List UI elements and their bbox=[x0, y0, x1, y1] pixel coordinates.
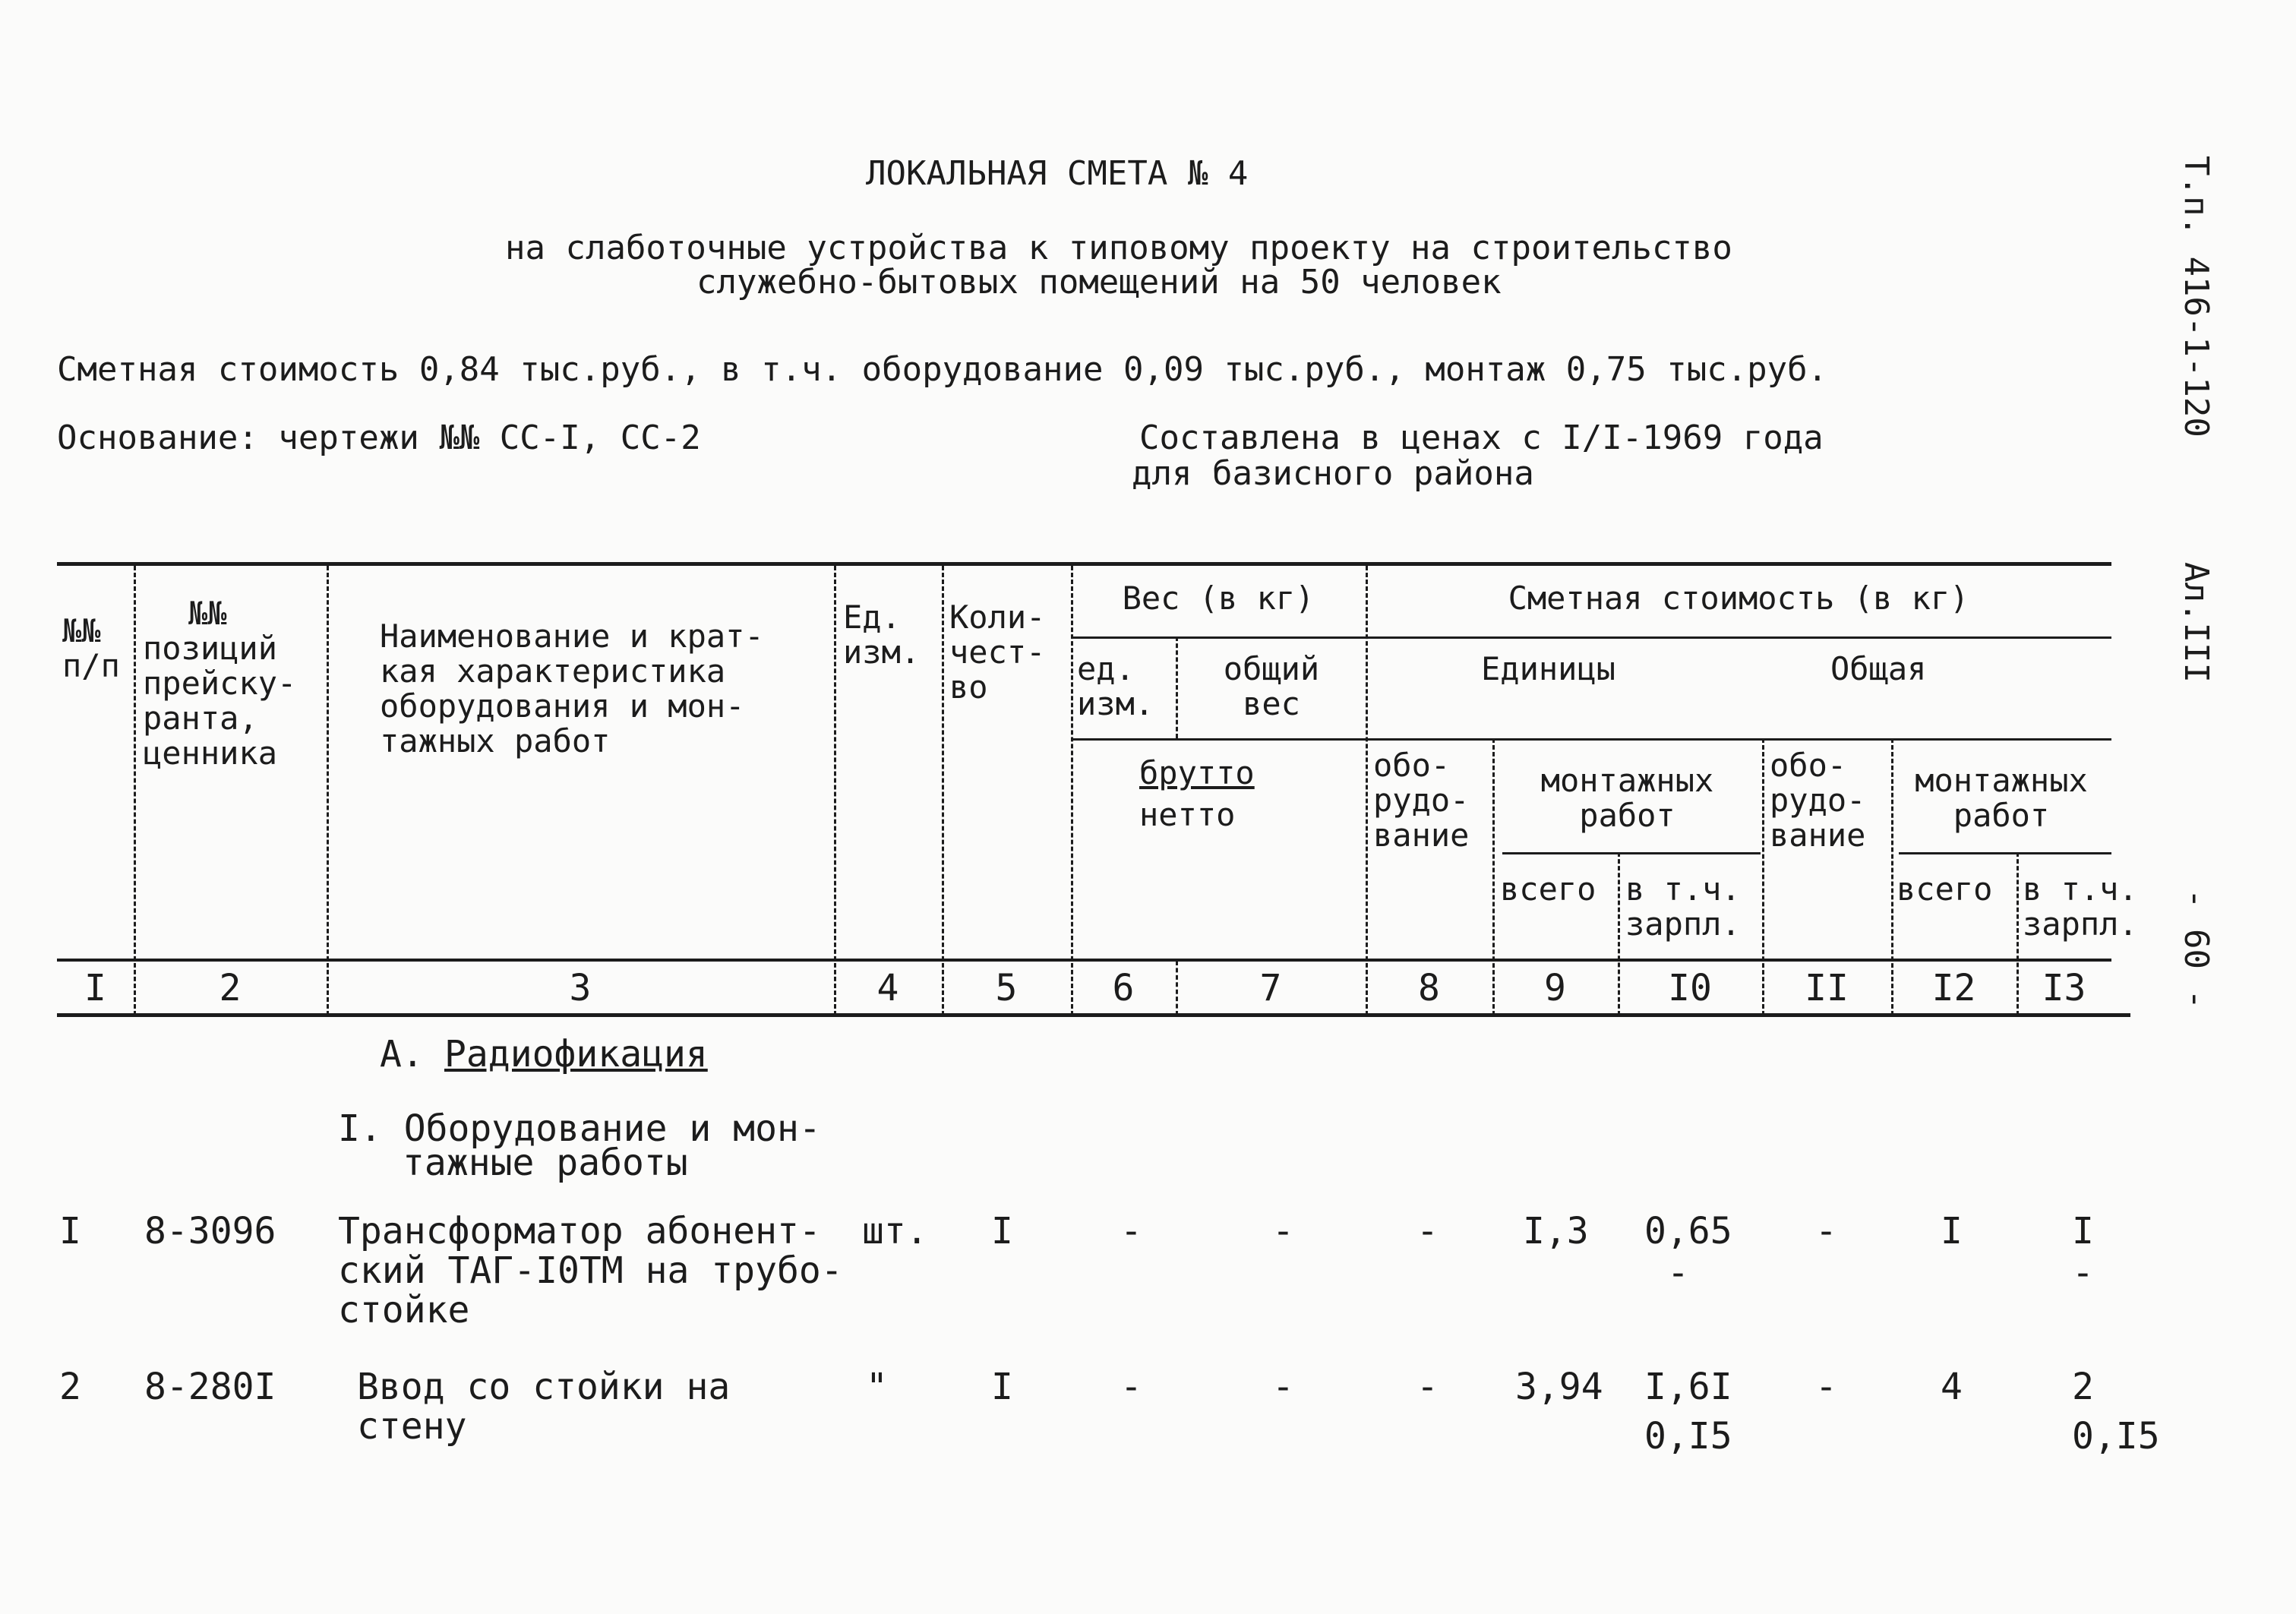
row-unit: " bbox=[866, 1366, 888, 1408]
prices-line-2: для базисного района bbox=[1132, 454, 1534, 493]
subsection-title-line-2: тажные работы bbox=[403, 1142, 688, 1184]
col-header-netto: нетто bbox=[1139, 796, 1236, 833]
col-header-total-mounting-all: всего bbox=[1896, 870, 1993, 908]
row-unit-mounting-wages: 0,65 bbox=[1644, 1210, 1732, 1252]
row-total-mounting-all: I bbox=[1941, 1210, 1963, 1252]
col-header-unit-equipment: обо- рудо- вание bbox=[1373, 747, 1470, 854]
col-header-unit: Ед. изм. bbox=[843, 599, 921, 671]
basis-line: Основание: чертежи №№ СС-I, СС-2 bbox=[57, 419, 701, 457]
row-total-mounting-wages-sub: 0,I5 bbox=[2072, 1415, 2160, 1458]
col-header-unit-mounting: монтажных работ bbox=[1540, 762, 1714, 834]
col-header-unit-mounting-all: всего bbox=[1500, 870, 1596, 908]
row-unit-mounting-wages-sub: - bbox=[1667, 1252, 1689, 1294]
col-header-total-cost: Общая bbox=[1830, 650, 1927, 687]
row-total-mounting-wages: I bbox=[2072, 1210, 2094, 1252]
subsection-title-line-1: I. Оборудование и мон- bbox=[338, 1107, 821, 1150]
row-unit-equipment: - bbox=[1416, 1210, 1439, 1252]
col-header-total-mounting: монтажных работ bbox=[1915, 762, 2088, 834]
document-title: ЛОКАЛЬНАЯ СМЕТА № 4 bbox=[866, 154, 1249, 193]
row-total-mounting-wages: 2 bbox=[2072, 1366, 2094, 1408]
col-header-total-mounting-wages: в т.ч. зарпл. bbox=[2023, 870, 2138, 943]
row-weight-unit: - bbox=[1120, 1366, 1142, 1408]
row-number: I bbox=[59, 1210, 81, 1252]
document-subtitle-line-2: служебно-бытовых помещений на 50 человек bbox=[696, 263, 1502, 302]
row-total-mounting-all: 4 bbox=[1941, 1366, 1963, 1408]
row-number: 2 bbox=[59, 1366, 81, 1408]
prices-line-1: Составлена в ценах с I/I-1969 года bbox=[1139, 419, 1824, 457]
section-letter: А. bbox=[380, 1033, 424, 1075]
row-total-weight: - bbox=[1272, 1210, 1294, 1252]
margin-album: Ал.III bbox=[2177, 562, 2215, 683]
row-quantity: I bbox=[991, 1210, 1013, 1252]
row-total-equipment: - bbox=[1815, 1210, 1837, 1252]
row-unit-mounting-all: I,3 bbox=[1523, 1210, 1589, 1252]
col-header-item-name: Наименование и крат- кая характеристика оборудования и мон- тажных работ bbox=[380, 617, 764, 760]
col-header-total-equipment: обо- рудо- вание bbox=[1770, 747, 1866, 854]
col-header-unit-mounting-wages: в т.ч. зарпл. bbox=[1625, 870, 1741, 943]
document-subtitle-line-1: на слаботочные устройства к типовому проекту на строительство bbox=[505, 229, 1732, 267]
col-header-price-list-position: №№ позиций прейску- ранта, ценника bbox=[143, 595, 297, 772]
col-header-brutto: брутто bbox=[1139, 754, 1255, 791]
col-header-unit-cost: Единицы bbox=[1481, 650, 1616, 687]
col-header-quantity: Коли- чест- во bbox=[949, 599, 1046, 706]
row-total-weight: - bbox=[1272, 1366, 1294, 1408]
col-header-weight-unit: ед. изм. bbox=[1077, 650, 1154, 722]
row-position: 8-3096 bbox=[144, 1210, 276, 1252]
row-position: 8-280I bbox=[144, 1366, 276, 1408]
col-header-weight: Вес (в кг) bbox=[1122, 580, 1315, 617]
col-header-total-weight: общий вес bbox=[1223, 650, 1320, 722]
row-unit-mounting-all: 3,94 bbox=[1515, 1366, 1603, 1408]
margin-project-code: Т.п. 416-1-120 bbox=[2177, 156, 2215, 437]
row-name: Ввод со стойки на стену bbox=[357, 1366, 731, 1448]
row-unit-mounting-wages: I,6I bbox=[1644, 1366, 1732, 1408]
row-unit-equipment: - bbox=[1416, 1366, 1439, 1408]
row-unit: шт. bbox=[862, 1210, 928, 1252]
margin-page-number: - 60 - bbox=[2177, 889, 2215, 1009]
row-unit-mounting-wages-sub: 0,I5 bbox=[1644, 1415, 1732, 1458]
row-name: Трансформатор абонент- ский ТАГ-I0ТМ на трубо- стойке bbox=[338, 1210, 843, 1331]
section-title: Радиофикация bbox=[444, 1033, 708, 1075]
row-total-equipment: - bbox=[1815, 1366, 1837, 1408]
row-total-mounting-wages-sub: - bbox=[2072, 1252, 2094, 1294]
col-header-row-number: №№ п/п bbox=[62, 612, 120, 684]
estimated-cost-line: Сметная стоимость 0,84 тыс.руб., в т.ч. оборудование 0,09 тыс.руб., монтаж 0,75 тыс.руб. bbox=[57, 350, 1828, 389]
col-header-estimated-cost: Сметная стоимость (в кг) bbox=[1508, 580, 1969, 617]
row-weight-unit: - bbox=[1120, 1210, 1142, 1252]
row-quantity: I bbox=[991, 1366, 1013, 1408]
